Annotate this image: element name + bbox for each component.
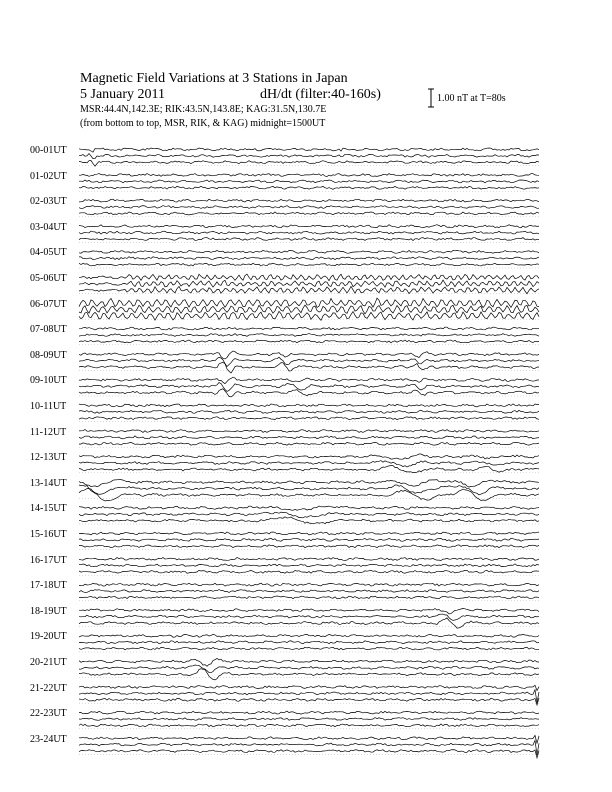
hour-label: 21-22UT xyxy=(30,682,67,694)
trace-kag xyxy=(79,199,539,202)
trace-rik xyxy=(79,383,539,392)
trace-rik xyxy=(79,718,539,721)
trace-kag xyxy=(79,250,539,253)
trace-kag xyxy=(79,225,539,228)
trace-msr xyxy=(79,698,539,705)
trace-msr xyxy=(79,417,539,420)
trace-msr xyxy=(79,238,539,241)
trace-rik xyxy=(79,436,539,439)
station-coordinates: MSR:44.4N,142.3E; RIK:43.5N,143.8E; KAG:31.5N,130.7E xyxy=(80,104,327,115)
trace-kag xyxy=(79,430,539,433)
trace-kag xyxy=(79,609,539,614)
trace-rik xyxy=(79,614,539,620)
hour-label: 14-15UT xyxy=(30,503,67,515)
trace-msr xyxy=(79,186,539,189)
trace-rik xyxy=(79,665,539,673)
hour-label: 13-14UT xyxy=(30,477,67,489)
trace-msr xyxy=(79,212,539,215)
trace-kag xyxy=(79,274,539,281)
trace-kag xyxy=(79,634,539,637)
hour-label: 00-01UT xyxy=(30,145,67,156)
hour-label: 01-02UT xyxy=(30,170,67,182)
trace-kag xyxy=(79,298,539,308)
trace-kag xyxy=(79,658,539,666)
trace-kag xyxy=(79,148,539,152)
trace-msr xyxy=(79,517,539,524)
trace-kag xyxy=(79,532,539,535)
trace-kag xyxy=(79,558,539,561)
trace-msr xyxy=(79,161,539,167)
trace-msr xyxy=(79,750,539,758)
midnight-note-text: midnight=1500UT xyxy=(250,118,326,129)
trace-msr xyxy=(79,363,539,374)
trace-rik xyxy=(79,154,539,159)
trace-kag xyxy=(79,174,539,177)
hour-label: 06-07UT xyxy=(30,298,67,310)
hour-label: 04-05UT xyxy=(30,247,67,259)
hour-label: 20-21UT xyxy=(30,657,67,668)
trace-rik xyxy=(79,305,539,314)
trace-rik xyxy=(79,357,539,366)
trace-msr xyxy=(79,466,539,473)
hour-label: 15-16UT xyxy=(30,529,67,540)
hour-label: 19-20UT xyxy=(30,631,67,643)
hour-label: 12-13UT xyxy=(30,452,67,464)
trace-kag xyxy=(79,404,539,407)
trace-msr xyxy=(79,724,539,727)
trace-rik xyxy=(79,564,539,567)
date-text: 5 January 2011 xyxy=(80,87,166,102)
trace-rik xyxy=(79,512,539,518)
trace-kag xyxy=(79,454,539,459)
hour-label: 02-03UT xyxy=(30,196,67,208)
hour-label: 03-04UT xyxy=(30,221,67,233)
trace-msr xyxy=(79,669,539,680)
trace-kag xyxy=(79,351,539,359)
scale-bar-label: 1.00 nT at T=80s xyxy=(437,93,506,104)
trace-msr xyxy=(79,286,539,293)
chart-title: Magnetic Field Variations at 3 Stations in Japan xyxy=(80,71,348,86)
trace-kag xyxy=(79,685,539,690)
hour-label: 07-08UT xyxy=(30,324,67,336)
trace-rik xyxy=(79,334,539,337)
trace-rik xyxy=(79,461,539,467)
trace-rik xyxy=(79,257,539,260)
trace-kag xyxy=(79,583,539,586)
trace-rik xyxy=(79,180,539,183)
trace-msr xyxy=(79,489,539,501)
trace-rik xyxy=(79,740,539,754)
hour-label: 18-19UT xyxy=(30,605,67,617)
order-note-text: (from bottom to top, MSR, RIK, & KAG) xyxy=(80,118,248,129)
trace-msr xyxy=(79,596,539,599)
trace-rik xyxy=(79,410,539,413)
filter-text: dH/dt (filter:40-160s) xyxy=(260,87,381,102)
trace-kag xyxy=(79,735,539,743)
hour-label: 10-11UT xyxy=(30,401,67,412)
trace-msr xyxy=(79,340,539,343)
trace-kag xyxy=(79,711,539,714)
hour-label: 23-24UT xyxy=(30,733,67,745)
trace-msr xyxy=(79,647,539,650)
trace-rik xyxy=(79,590,539,593)
trace-msr xyxy=(79,263,539,266)
trace-rik xyxy=(79,231,539,234)
hour-label: 05-06UT xyxy=(30,273,67,284)
hour-label: 08-09UT xyxy=(30,349,67,361)
trace-kag xyxy=(79,327,539,330)
trace-msr xyxy=(79,570,539,573)
hour-label: 17-18UT xyxy=(30,580,67,592)
hour-label: 11-12UT xyxy=(30,426,67,438)
trace-rik xyxy=(79,538,539,541)
hour-label: 09-10UT xyxy=(30,375,67,387)
trace-msr xyxy=(79,389,539,397)
hour-label: 22-23UT xyxy=(30,708,67,720)
trace-msr xyxy=(79,442,539,445)
trace-rik xyxy=(79,280,539,287)
station-order-note xyxy=(80,118,325,129)
trace-rik xyxy=(79,206,539,209)
chart-date-line xyxy=(80,87,381,103)
trace-rik xyxy=(79,641,539,644)
hour-label: 16-17UT xyxy=(30,554,67,566)
trace-msr xyxy=(79,545,539,548)
trace-kag xyxy=(79,479,539,487)
trace-kag xyxy=(79,377,539,384)
trace-kag xyxy=(79,506,539,510)
